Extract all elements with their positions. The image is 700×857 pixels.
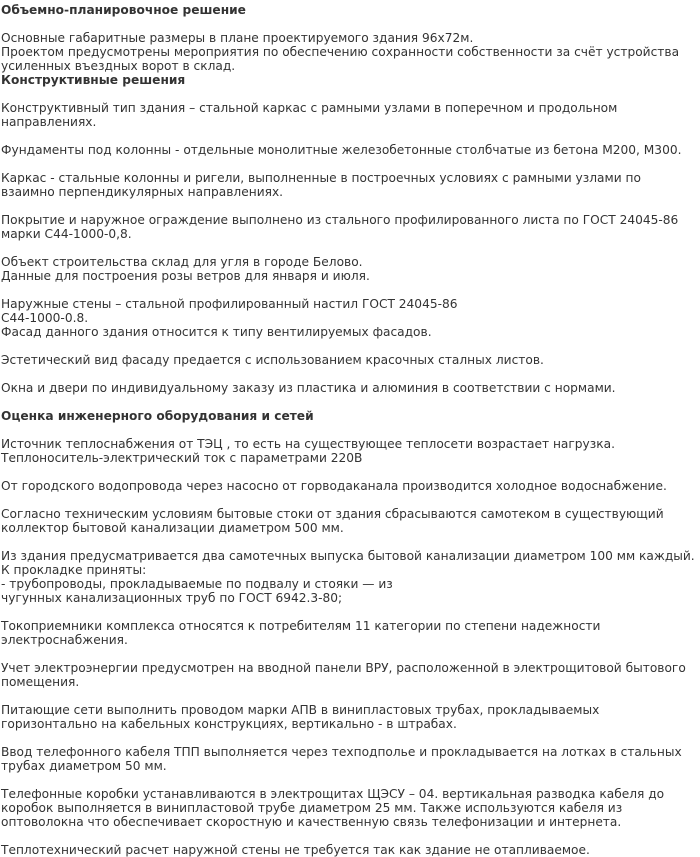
section-structural: [1, 73, 698, 395]
text-line: Токоприемники комплекса относятся к потребителям 11 категории по степени надежности электроснабжения.: [1, 619, 601, 647]
text-line: Телефонные коробки устанавливаются в электрощитах ЩЭСУ – 04. вертикальная разводка кабеля до коробок выполняется в винипластовой трубе диаметром 25 мм. Также используются кабеля из оптоволокна что обеспечивает скоростную и качественную связь телефонизации и интернета.: [1, 787, 665, 829]
paragraph: [1, 619, 698, 647]
text-line: Эстетический вид фасаду предается с использованием красочных сталных листов.: [1, 353, 544, 367]
paragraph: [1, 507, 698, 535]
text-line: Окна и двери по индивидуальному заказу из пластика и алюминия в соответствии с нормами.: [1, 381, 616, 395]
section-heading: Конструктивные решения: [1, 73, 186, 87]
text-line: Ввод телефонного кабеля ТПП выполняется через техподполье и прокладывается на лотках в стальных трубах диаметром 50 мм.: [1, 745, 682, 773]
paragraph: [1, 745, 698, 773]
text-line: Проектом предусмотрены мероприятия по обеспечению сохранности собственности за счёт устройства усиленных въездных ворот в склад.: [1, 45, 680, 73]
paragraph: [1, 31, 698, 73]
paragraph: [1, 787, 698, 829]
paragraph: [1, 549, 698, 605]
paragraph: [1, 353, 698, 367]
section-heading: Объемно-планировочное решение: [1, 3, 246, 17]
paragraph: [1, 213, 698, 241]
paragraph: [1, 437, 698, 465]
text-line: Конструктивный тип здания – стальной каркас с рамными узлами в поперечном и продольном направлениях.: [1, 101, 618, 129]
text-line: Теплотехнический расчет наружной стены не требуется так как здание не отапливаемое.: [1, 843, 590, 857]
text-line: Учет электроэнергии предусмотрен на вводной панели ВРУ, расположенной в электрощитовой бытового помещения.: [1, 661, 686, 689]
paragraph: [1, 703, 698, 731]
paragraph: [1, 255, 698, 283]
text-line: чугунных канализационных труб по ГОСТ 6942.3-80;: [1, 591, 343, 605]
text-line: Основные габаритные размеры в плане проектируемого здания 96х72м.: [1, 31, 474, 45]
paragraph: [1, 843, 698, 857]
paragraph: [1, 101, 698, 129]
paragraph: [1, 171, 698, 199]
text-line: От городского водопровода через насосно от горводаканала производится холодное водоснабжение.: [1, 479, 667, 493]
paragraph: [1, 297, 698, 339]
text-line: Фасад данного здания относится к типу вентилируемых фасадов.: [1, 325, 432, 339]
text-line: - трубопроводы, прокладываемые по подвалу и стояки — из: [1, 577, 393, 591]
text-line: Фундаменты под колонны - отдельные монолитные железобетонные столбчатые из бетона М200, М300.: [1, 143, 682, 157]
text-line: Питающие сети выполнить проводом марки АПВ в винипластовых трубах, прокладываемых горизонтально на кабельных конструкциях, вертикально - в штрабах.: [1, 703, 600, 731]
section-heading: Оценка инженерного оборудования и сетей: [1, 409, 314, 423]
text-line: Согласно техническим условиям бытовые стоки от здания сбрасываются самотеком в существующий коллектор бытовой канализации диаметром 500 мм.: [1, 507, 664, 535]
paragraph: [1, 661, 698, 689]
text-line: Из здания предусматривается два самотечных выпуска бытовой канализации диаметром 100 мм каждый.: [1, 549, 695, 563]
section-space-planning: [1, 3, 698, 73]
text-line: С44-1000-0.8.: [1, 311, 89, 325]
text-line: Источник теплоснабжения от ТЭЦ , то есть на существующее теплосети возрастает нагрузка. Теплоноситель-электрический ток с параметрами 220В: [1, 437, 615, 465]
text-line: Покрытие и наружное ограждение выполнено из стального профилированного листа по ГОСТ 24045-86 марки С44-1000-0,8.: [1, 213, 679, 241]
text-line: Наружные стены – стальной профилированный настил ГОСТ 24045-86: [1, 297, 458, 311]
text-line: Каркас - стальные колонны и ригели, выполненные в построечных условиях с рамными узлами по взаимно перпендикулярных направлениях.: [1, 171, 641, 199]
section-engineering: [1, 409, 698, 857]
paragraph: [1, 143, 698, 157]
paragraph: [1, 479, 698, 493]
text-line: Данные для построения розы ветров для января и июля.: [1, 269, 370, 283]
text-line: Объект строительства склад для угля в городе Белово.: [1, 255, 363, 269]
paragraph: [1, 381, 698, 395]
text-line: К прокладке приняты:: [1, 563, 147, 577]
